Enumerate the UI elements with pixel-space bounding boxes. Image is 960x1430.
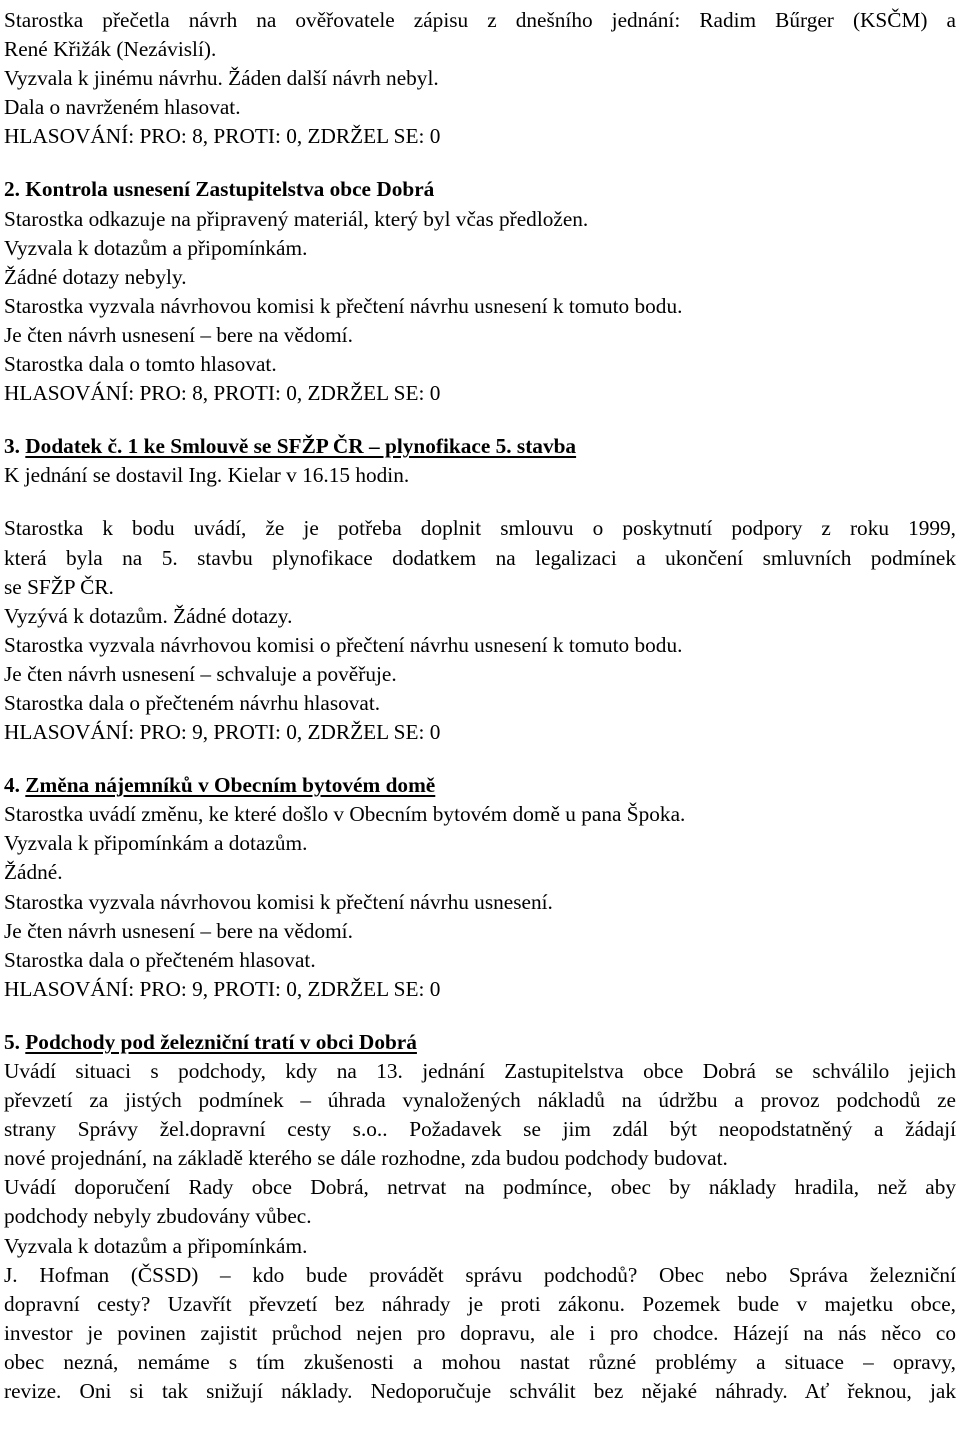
- section-3-heading: [4, 432, 960, 461]
- section-2-number: 2.: [4, 177, 26, 202]
- section-4-title: Změna nájemníků v Obecním bytovém domě: [25, 773, 436, 798]
- section-3-line-6: Starostka vyzvala návrhovou komisi o přečtení návrhu usnesení k tomuto bodu.: [4, 632, 683, 657]
- section-5-line-1: Uvádí situaci s podchody, kdy na 13. jednání Zastupitelstva obce Dobrá se schválilo jejich: [4, 1059, 956, 1083]
- section-5-line-2: převzetí za jistých podmínek – úhrada vynaložených nákladů na údržbu a provoz podchodů ze: [4, 1088, 956, 1113]
- section-5-line-8: J. Hofman (ČSSD) – kdo bude provádět správu podchodů? Obec nebo Správa železniční: [4, 1262, 956, 1287]
- section-4-line-2: Vyzvala k připomínkám a dotazům.: [4, 831, 308, 856]
- section-3-line-8: Starostka dala o přečteném návrhu hlasovat.: [4, 690, 381, 715]
- section-3-vote-result: HLASOVÁNÍ: PRO: 9, PROTI: 0, ZDRŽEL SE: 0: [4, 720, 441, 745]
- section-3-line-1: K jednání se dostavil Ing. Kielar v 16.15 hodin.: [4, 463, 410, 488]
- spacer: [4, 1004, 960, 1028]
- section-5-line-7: Vyzvala k dotazům a připomínkám.: [4, 1233, 308, 1258]
- spacer: [4, 151, 960, 175]
- section-2-line-1: Starostka odkazuje na připravený materiál, který byl včas předložen.: [4, 206, 589, 231]
- section-5-line-4: nové projednání, na základě kterého se dále rozhodne, zda budou podchody budovat.: [4, 1146, 728, 1171]
- section-4-line-1: Starostka uvádí změnu, ke které došlo v Obecním bytovém domě u pana Špoka.: [4, 802, 686, 827]
- section-5-line-6: podchody nebyly zbudovány vůbec.: [4, 1204, 312, 1229]
- intro-line-3: Vyzvala k jinému návrhu. Žáden další návrh nebyl.: [4, 66, 439, 91]
- section-5-line-9: dopravní cesty? Uzavřít převzetí bez náhrady je proti zákonu. Pozemek bude v majetku obce,: [4, 1291, 956, 1316]
- section-2-vote-result: HLASOVÁNÍ: PRO: 8, PROTI: 0, ZDRŽEL SE: 0: [4, 381, 441, 406]
- section-4-line-3: Žádné.: [4, 860, 63, 885]
- section-4-line-4: Starostka vyzvala návrhovou komisi k přečtení návrhu usnesení.: [4, 889, 553, 914]
- spacer: [4, 408, 960, 432]
- section-5-line-3: strany Správy žel.dopravní cesty s.o.. Požadavek se jim zdál být neopodstatněný a žádají: [4, 1117, 956, 1142]
- section-2-line-4: Starostka vyzvala návrhovou komisi k přečtení návrhu usnesení k tomuto bodu.: [4, 293, 683, 318]
- section-3-line-7: Je čten návrh usnesení – schvaluje a pověřuje.: [4, 661, 397, 686]
- section-3-title: Dodatek č. 1 ke Smlouvě se SFŽP ČR – plynofikace 5. stavba: [25, 434, 577, 459]
- section-2-title: Kontrola usnesení Zastupitelstva obce Dobrá: [25, 177, 435, 202]
- section-2-line-6: Starostka dala o tomto hlasovat.: [4, 352, 277, 377]
- intro-line-4: Dala o navrženém hlasovat.: [4, 95, 241, 120]
- section-4-number: 4.: [4, 773, 26, 798]
- spacer: [4, 747, 960, 771]
- section-3-line-4: se SFŽP ČR.: [4, 574, 114, 599]
- spacer: [4, 490, 960, 514]
- intro-line-1: Starostka přečetla návrh na ověřovatele zápisu z dnešního jednání: Radim Bűrger (KSČM) a: [4, 8, 956, 32]
- section-5-line-11: obec nezná, nemáme s tím zkušenosti a mohou nastat různé problémy a situace – opravy,: [4, 1349, 956, 1374]
- section-3-line-3: která byla na 5. stavbu plynofikace dodatkem na legalizaci a ukončení smluvních podmínek: [4, 545, 956, 570]
- section-5-title: Podchody pod železniční tratí v obci Dobrá: [25, 1029, 417, 1054]
- section-4-line-6: Starostka dala o přečteném hlasovat.: [4, 947, 316, 972]
- section-5-line-5: Uvádí doporučení Rady obce Dobrá, netrvat na podmínce, obec by náklady hradila, než aby: [4, 1175, 956, 1200]
- intro-line-2: René Křižák (Nezávislí).: [4, 37, 217, 62]
- section-2-line-3: Žádné dotazy nebyly.: [4, 264, 187, 289]
- section-3-line-5: Vyzývá k dotazům. Žádné dotazy.: [4, 603, 293, 628]
- section-2-line-2: Vyzvala k dotazům a připomínkám.: [4, 235, 308, 260]
- section-5-heading: [4, 1028, 960, 1057]
- section-5-number: 5.: [4, 1029, 26, 1054]
- section-3-line-2: Starostka k bodu uvádí, že je potřeba doplnit smlouvu o poskytnutí podpory z roku 1999,: [4, 516, 956, 541]
- section-4-line-5: Je čten návrh usnesení – bere na vědomí.: [4, 918, 353, 943]
- section-4-vote-result: HLASOVÁNÍ: PRO: 9, PROTI: 0, ZDRŽEL SE: 0: [4, 976, 441, 1001]
- section-5-line-10: investor je povinen zajistit průchod nejen pro dopravu, ale i pro chodce. Házejí na nás něco co: [4, 1320, 956, 1345]
- section-3-number: 3.: [4, 434, 26, 459]
- section-4-heading: [4, 771, 960, 800]
- section-5-line-12: revize. Oni si tak snižují náklady. Nedoporučuje schválit bez nějaké náhrady. Ať řeknou, jak: [4, 1379, 956, 1404]
- intro-vote-result: HLASOVÁNÍ: PRO: 8, PROTI: 0, ZDRŽEL SE: 0: [4, 124, 441, 149]
- section-2-heading: [4, 175, 960, 204]
- section-2-line-5: Je čten návrh usnesení – bere na vědomí.: [4, 322, 353, 347]
